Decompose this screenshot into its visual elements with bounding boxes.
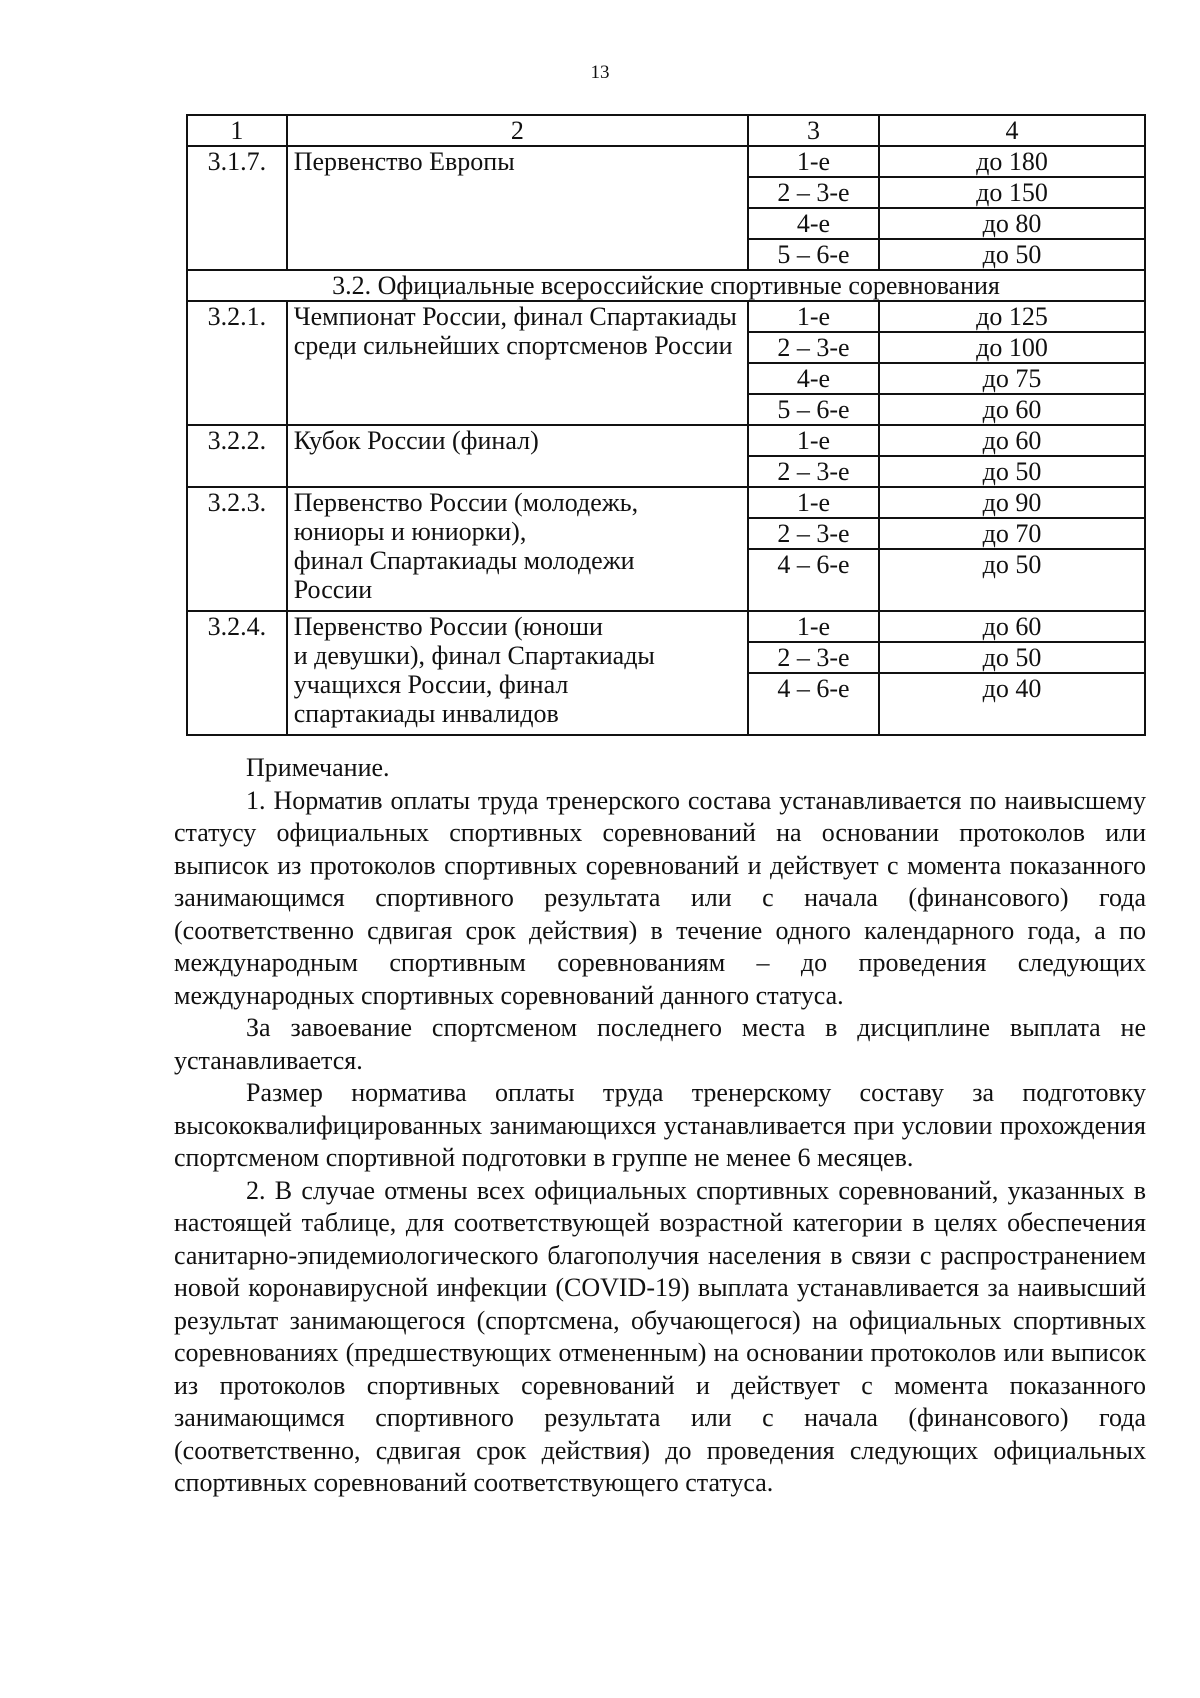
note-paragraph: Размер норматива оплаты труда тренерскому составу за подготовку высококвалифицированных занимающихся устанавливается при условии прохождения спортсменом спортивной подготовки в группе не менее 6 месяцев. [174,1078,1146,1172]
note-paragraph: За завоевание спортсменом последнего места в дисциплине выплата не устанавливается. [174,1013,1146,1075]
competition-name: Чемпионат России, финал Спартакиады среди сильнейших спортсменов России [287,301,748,425]
competition-name [287,611,748,735]
place-cell: 5 – 6-е [748,394,879,425]
norm-cell: до 50 [879,239,1145,270]
place-cell: 1-е [748,146,879,177]
place-cell: 2 – 3-е [748,642,879,673]
norm-cell: до 90 [879,487,1145,518]
section-title: 3.2. Официальные всероссийские спортивные соревнования [187,270,1145,301]
place-cell: 1-е [748,487,879,518]
place-cell: 4-е [748,363,879,394]
norm-cell: до 70 [879,518,1145,549]
norm-cell: до 50 [879,642,1145,673]
place-cell: 4 – 6-е [748,673,879,735]
header-cell: 4 [879,115,1145,146]
row-code: 3.1.7. [187,146,287,270]
norm-cell: до 60 [879,611,1145,642]
name-line: Первенство России (юноши [293,612,603,641]
norm-cell: до 80 [879,208,1145,239]
norm-cell: до 50 [879,456,1145,487]
norm-cell: до 40 [879,673,1145,735]
name-line: и девушки), финал Спартакиады [293,641,655,670]
norm-cell: до 50 [879,549,1145,611]
norm-cell: до 75 [879,363,1145,394]
section-row [187,270,1145,301]
table-row [187,301,1145,332]
place-cell: 2 – 3-е [748,177,879,208]
place-cell: 2 – 3-е [748,518,879,549]
norm-cell: до 100 [879,332,1145,363]
table-row [187,146,1145,177]
name-line: спартакиады инвалидов [293,699,559,728]
place-cell: 1-е [748,425,879,456]
competition-name [287,487,748,611]
competition-name: Первенство Европы [287,146,748,270]
table-row [187,611,1145,642]
header-cell: 2 [287,115,748,146]
place-cell: 1-е [748,301,879,332]
norm-cell: до 60 [879,394,1145,425]
norm-cell: до 180 [879,146,1145,177]
notes-title: Примечание. [246,753,390,782]
norms-table [186,114,1146,736]
table-row [187,425,1145,456]
competition-name: Кубок России (финал) [287,425,748,487]
row-code: 3.2.3. [187,487,287,611]
place-cell: 2 – 3-е [748,332,879,363]
name-line: юниоры и юниорки), [293,517,527,546]
header-cell: 3 [748,115,879,146]
row-code: 3.2.4. [187,611,287,735]
place-cell: 4-е [748,208,879,239]
norm-cell: до 60 [879,425,1145,456]
table-header-row [187,115,1145,146]
norm-cell: до 150 [879,177,1145,208]
place-cell: 4 – 6-е [748,549,879,611]
name-line: Первенство России (молодежь, [293,488,639,517]
place-cell: 1-е [748,611,879,642]
name-line: финал Спартакиады молодежи [293,546,635,575]
header-cell: 1 [187,115,287,146]
note-paragraph: 1. Норматив оплаты труда тренерского состава устанавливается по наивысшему статусу официальных спортивных соревнований на основании протоколов или выписок из протоколов спортивных соревнований и действует с момента показанного занимающимся спортивного результата или с начала (финансового) года (соответственно сдвигая срок действия) в течение одного календарного года, а по международным спортивным соревнованиям – до проведения следующих международных спортивных соревнований данного статуса. [174,785,1146,1010]
name-line: учащихся России, финал [293,670,569,699]
page-number: 13 [590,62,610,83]
row-code: 3.2.1. [187,301,287,425]
name-line: России [293,575,373,604]
note-paragraph: 2. В случае отмены всех официальных спортивных соревнований, указанных в настоящей таблице, для соответствующей возрастной категории в целях обеспечения санитарно-эпидемиологического благополучия населения в связи с распространением новой коронавирусной инфекции (COVID-19) выплата устанавливается за наивысший результат занимающегося (спортсмена, обучающегося) на официальных спортивных соревнованиях (предшествующих отмененным) на основании протоколов или выписок из протоколов спортивных соревнований и действует с момента показанного занимающимся спортивного результата или с начала (финансового) года (соответственно, сдвигая срок действия) до проведения следующих официальных спортивных соревнований соответствующего статуса. [174,1175,1146,1497]
table-row [187,487,1145,518]
row-code: 3.2.2. [187,425,287,487]
notes-section [174,752,1146,1500]
place-cell: 5 – 6-е [748,239,879,270]
norm-cell: до 125 [879,301,1145,332]
place-cell: 2 – 3-е [748,456,879,487]
